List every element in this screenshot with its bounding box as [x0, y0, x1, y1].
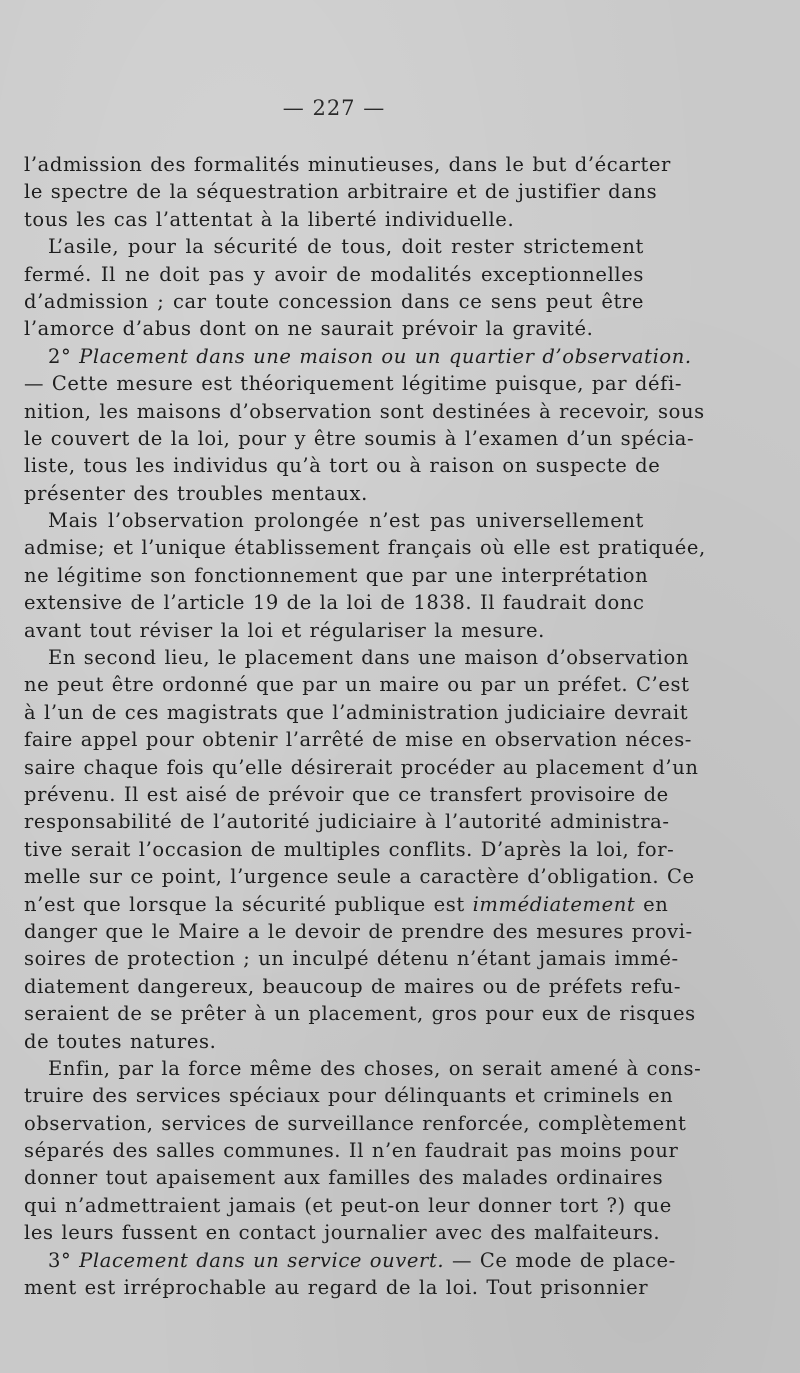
italic-heading: Placement dans un service ouvert. — [79, 1248, 445, 1272]
text-line: En second lieu, le placement dans une maison d’observation — [48, 646, 689, 670]
italic-heading: Placement dans une maison ou un quartier d’observation. — [79, 344, 692, 368]
text-line: tous les cas l’attentat à la liberté individuelle. — [24, 207, 515, 231]
text-line: l’admission des formalités minutieuses, dans le but d’écarter — [24, 153, 671, 176]
text-line: extensive de l’article 19 de la loi de 1838. Il faudrait donc — [24, 591, 645, 615]
text-line: danger que le Maire a le devoir de prendre des mesures provi- — [24, 919, 693, 943]
text-line: saire chaque fois qu’elle désirerait procéder au placement d’un — [24, 755, 699, 779]
text-line: fermé. Il ne doit pas y avoir de modalités exceptionnelles — [24, 262, 644, 286]
text-line: le couvert de la loi, pour y être soumis à l’examen d’un spécia- — [24, 426, 695, 450]
text-line: ne peut être ordonné que par un maire ou par un préfet. C’est — [24, 673, 690, 697]
text-line: admise; et l’unique établissement français où elle est pratiquée, — [24, 536, 706, 560]
line-prefix: 3° — [48, 1248, 80, 1272]
italic-heading: immédiatement — [472, 892, 636, 916]
text-line: Enfin, par la force même des choses, on serait amené à cons- — [48, 1056, 702, 1080]
body-text — [24, 151, 706, 1301]
text-line: tive serait l’occasion de multiples conflits. D’après la loi, for- — [24, 837, 675, 861]
text-line: prévenu. Il est aisé de prévoir que ce transfert provisoire de — [24, 782, 669, 806]
line-prefix: n’est que lorsque la sécurité publique est — [24, 892, 473, 916]
text-line — [24, 891, 669, 918]
page-number: — 227 — — [282, 96, 386, 120]
text-line: truire des services spéciaux pour délinquants et criminels en — [24, 1084, 674, 1108]
text-line: présenter des troubles mentaux. — [24, 481, 368, 505]
line-suffix: en — [635, 892, 669, 916]
text-line: à l’un de ces magistrats que l’administration judiciaire devrait — [24, 700, 689, 724]
text-line: responsabilité de l’autorité judiciaire à l’autorité administra- — [24, 810, 670, 834]
text-line: ment est irréprochable au regard de la loi. Tout prisonnier — [24, 1276, 649, 1300]
text-line: le spectre de la séquestration arbitraire et de justifier dans — [24, 180, 658, 204]
text-line: — Cette mesure est théoriquement légitime puisque, par défi- — [24, 372, 683, 396]
line-prefix: 2° — [48, 344, 80, 368]
text-line: Mais l’observation prolongée n’est pas universellement — [48, 509, 644, 533]
text-line: L’asile, pour la sécurité de tous, doit rester strictement — [48, 235, 644, 259]
text-line — [24, 1247, 676, 1274]
text-line: donner tout apaisement aux familles des malades ordinaires — [24, 1166, 664, 1190]
text-line: de toutes natures. — [24, 1029, 217, 1053]
text-line: ne légitime son fonctionnement que par une interprétation — [24, 563, 649, 587]
text-line: qui n’admettraient jamais (et peut-on leur donner tort ?) que — [24, 1193, 672, 1217]
text-line: diatement dangereux, beaucoup de maires ou de préfets refu- — [24, 974, 682, 998]
text-line: l’amorce d’abus dont on ne saurait prévoir la gravité. — [24, 317, 594, 341]
text-line: observation, services de surveillance renforcée, complètement — [24, 1111, 687, 1135]
text-line: avant tout réviser la loi et régulariser la mesure. — [24, 618, 545, 642]
text-line: melle sur ce point, l’urgence seule a caractère d’obligation. Ce — [24, 865, 695, 889]
text-line: seraient de se prêter à un placement, gros pour eux de risques — [24, 1002, 696, 1026]
text-line — [24, 343, 692, 370]
text-line: les leurs fussent en contact journalier avec des malfaiteurs. — [24, 1221, 661, 1245]
book-page — [24, 96, 706, 1301]
text-line: séparés des salles communes. Il n’en faudrait pas moins pour — [24, 1139, 679, 1163]
line-suffix: — Ce mode de place- — [444, 1248, 676, 1272]
text-line: faire appel pour obtenir l’arrêté de mise en observation néces- — [24, 728, 692, 752]
text-line: liste, tous les individus qu’à tort ou à raison on suspecte de — [24, 454, 661, 478]
text-line: d’admission ; car toute concession dans ce sens peut être — [24, 289, 644, 313]
text-line: nition, les maisons d’observation sont destinées à recevoir, sous — [24, 399, 705, 423]
text-line: soires de protection ; un inculpé détenu n’étant jamais immé- — [24, 947, 679, 971]
